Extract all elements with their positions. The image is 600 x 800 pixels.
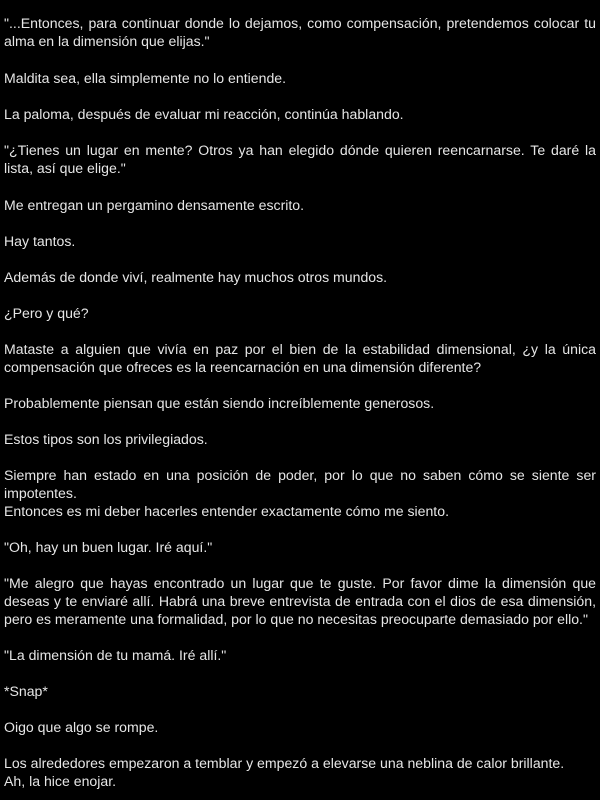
paragraph-2: Maldita sea, ella simplemente no lo entiende. (4, 70, 287, 86)
paragraph-15: "Me alegro que hayas encontrado un lugar que te guste. Por favor dime la dimensión que deseas y te enviaré allí. Habrá una breve entrevista de entrada con el dios de esa dimensión, pero es meramente una formalidad, por lo que no necesitas preocuparte demasiado por ello." (4, 575, 596, 627)
paragraph-5: Me entregan un pergamino densamente escrito. (4, 197, 305, 213)
paragraph-8: ¿Pero y qué? (4, 305, 89, 321)
paragraph-16: "La dimensión de tu mamá. Iré allí." (4, 647, 227, 663)
paragraph-12: Siempre han estado en una posición de poder, por lo que no saben cómo se siente ser impotentes. (4, 467, 596, 501)
paragraph-10: Probablemente piensan que están siendo increíblemente generosos. (4, 395, 435, 411)
paragraph-7: Además de donde viví, realmente hay muchos otros mundos. (4, 269, 388, 285)
paragraph-14: "Oh, hay un buen lugar. Iré aquí." (4, 539, 213, 555)
paragraph-1: "...Entonces, para continuar donde lo dejamos, como compensación, pretendemos colocar tu alma en la dimensión que elijas." (4, 15, 596, 49)
paragraph-4: "¿Tienes un lugar en mente? Otros ya han elegido dónde quieren reencarnarse. Te daré la lista, así que elige." (4, 142, 596, 176)
paragraph-3: La paloma, después de evaluar mi reacción, continúa hablando. (4, 106, 404, 122)
paragraph-11: Estos tipos son los privilegiados. (4, 431, 208, 447)
paragraph-9: Mataste a alguien que vivía en paz por el bien de la estabilidad dimensional, ¿y la única compensación que ofreces es la reencarnación en una dimensión diferente? (4, 341, 596, 375)
paragraph-18: Oigo que algo se rompe. (4, 719, 159, 735)
paragraph-19: Los alrededores empezaron a temblar y empezó a elevarse una neblina de calor brillante. (4, 755, 565, 771)
paragraph-17: *Snap* (4, 683, 48, 699)
paragraph-6: Hay tantos. (4, 233, 76, 249)
paragraph-20: Ah, la hice enojar. (4, 773, 117, 789)
paragraph-13: Entonces es mi deber hacerles entender exactamente cómo me siento. (4, 503, 449, 519)
